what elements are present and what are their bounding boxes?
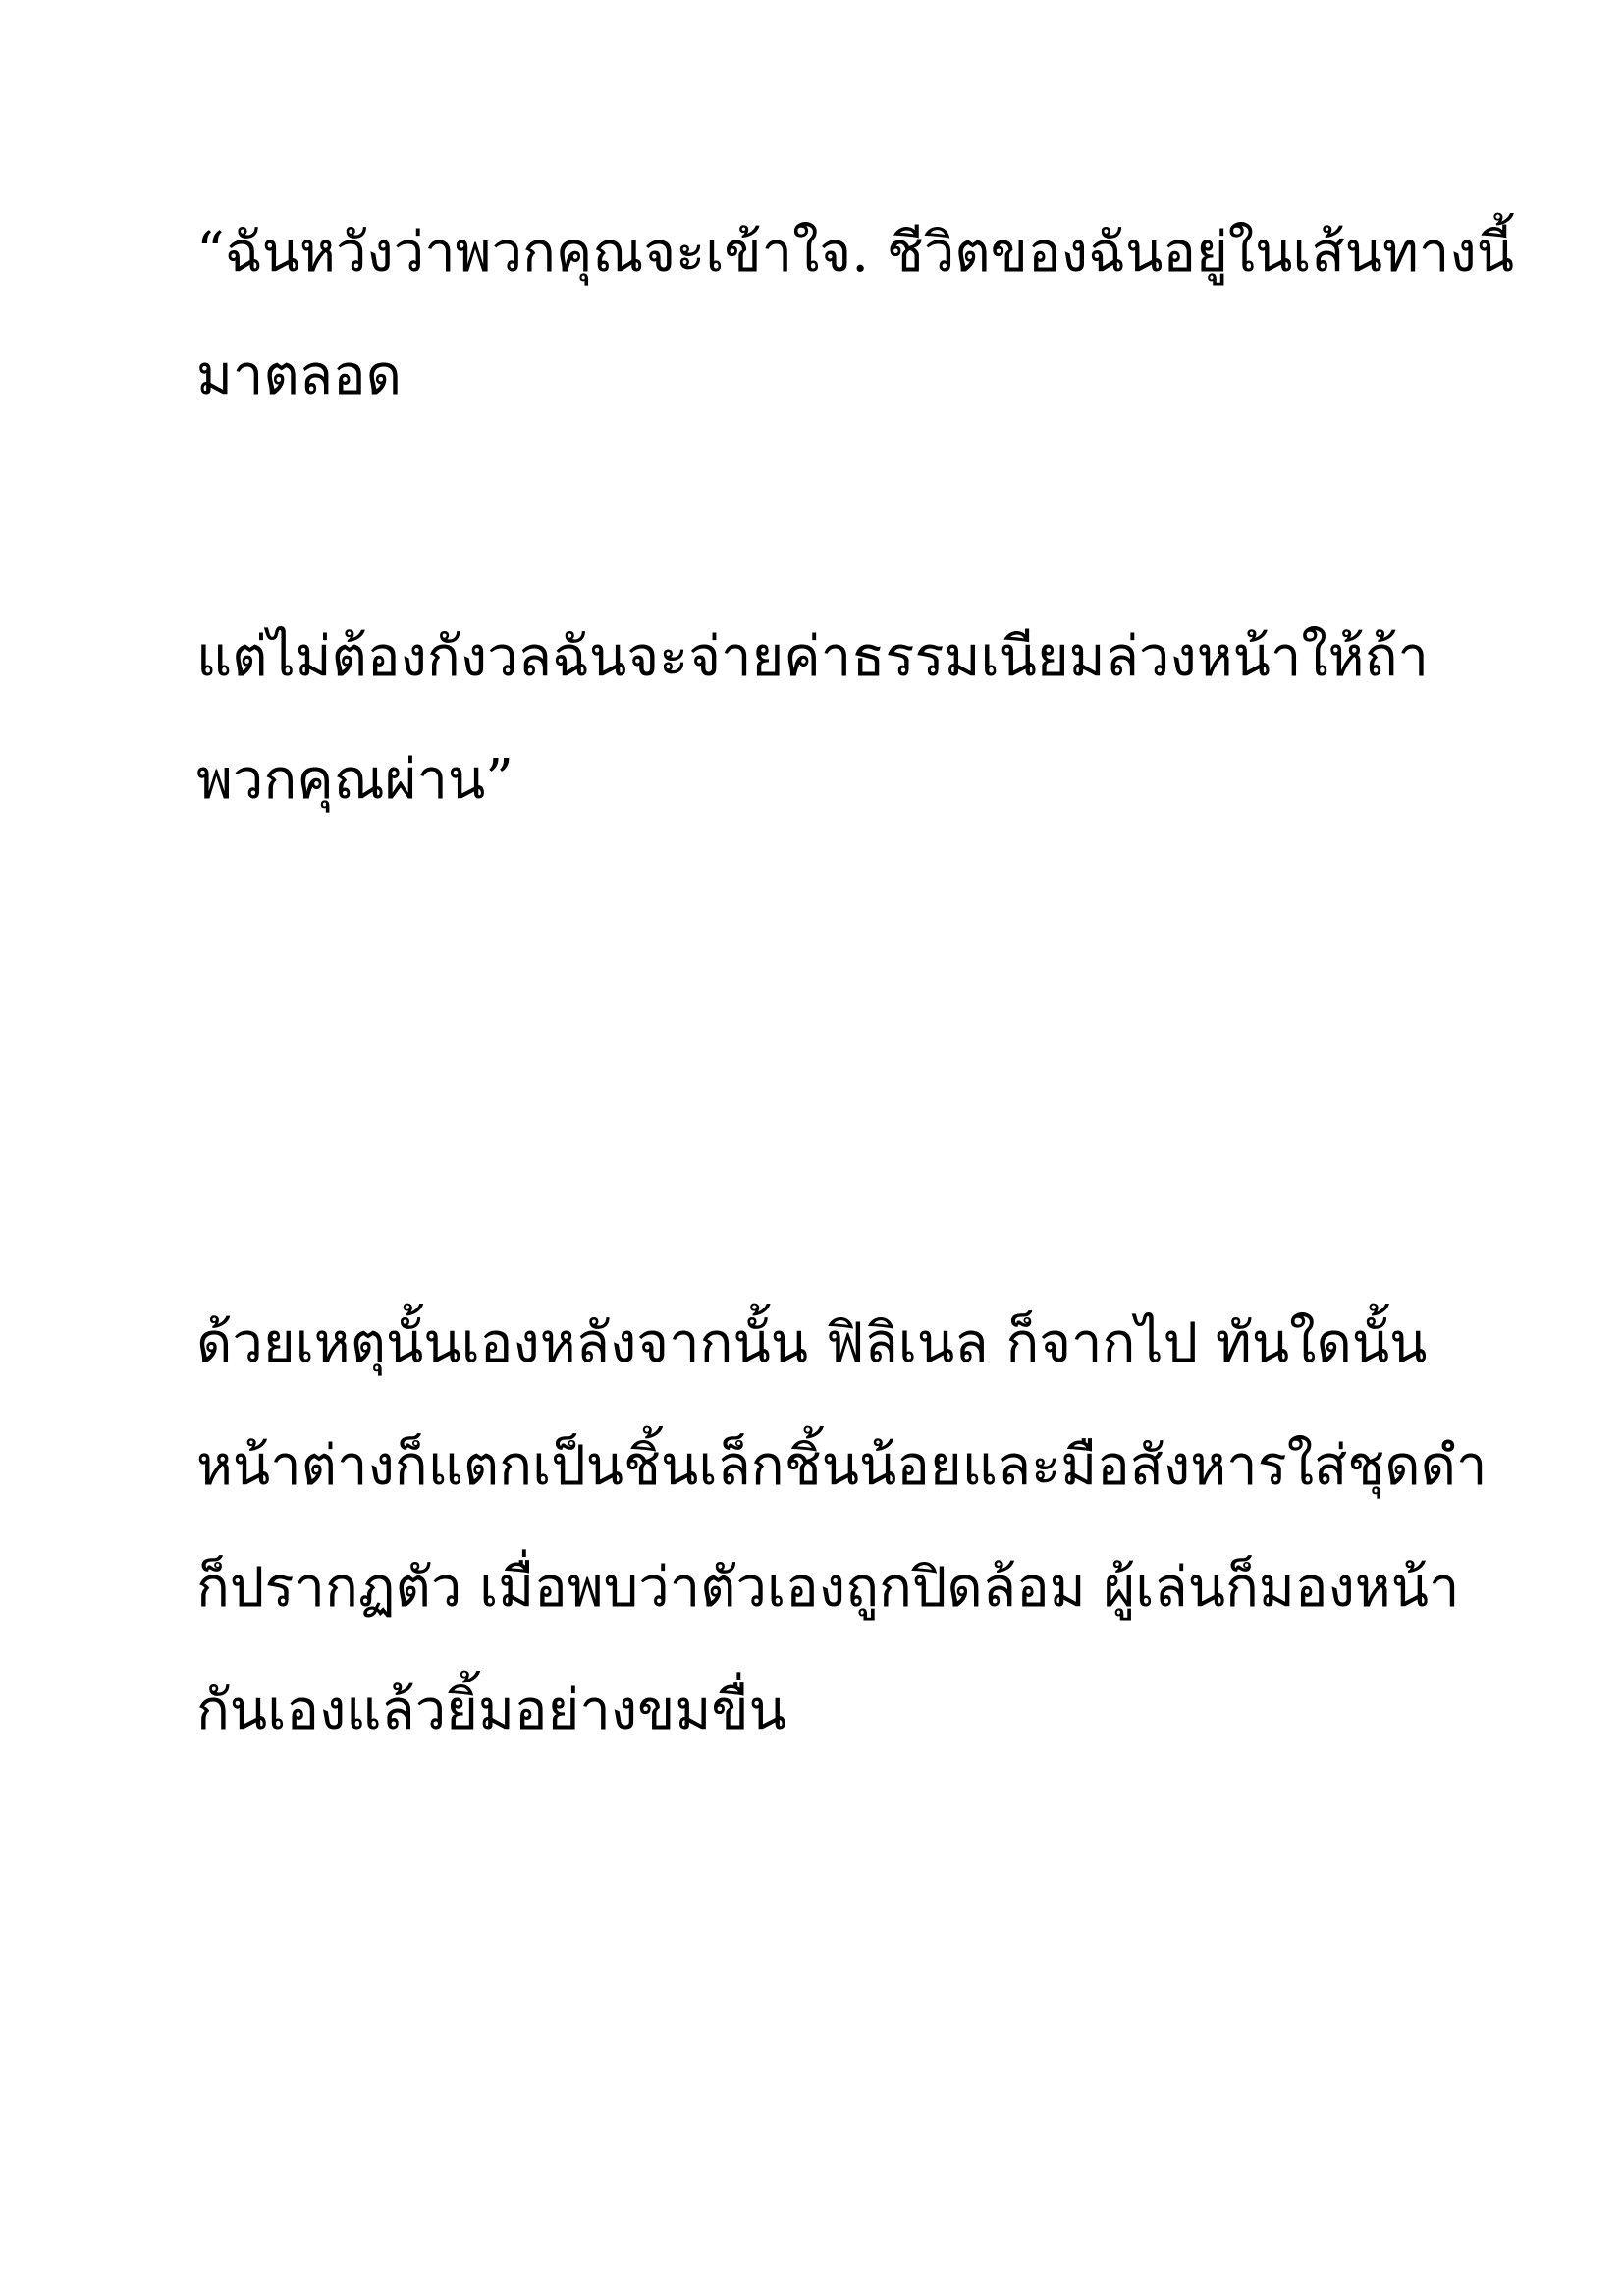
text-line: ก็ปรากฏตัว เมื่อพบว่าตัวเองถูกปิดล้อม ผู้เล่นก็มองหน้า	[196, 1556, 1460, 1620]
text-line: มาตลอด	[196, 344, 403, 407]
text-line: “ฉันหวังว่าพวกคุณจะเข้าใจ. ชีวิตของฉันอยู่ในเส้นทางนี้	[196, 221, 1515, 285]
text-line: แต่ไม่ต้องกังวลฉันจะจ่ายค่าธรรมเนียมล่วงหน้าให้ถ้า	[196, 625, 1429, 689]
text-line: หน้าต่างก็แตกเป็นชิ้นเล็กชิ้นน้อยและมือสังหารใส่ชุดดำ	[196, 1434, 1488, 1498]
text-line: ด้วยเหตุนั้นเองหลังจากนั้น ฟิลิเนล ก็จากไป ทันใดนั้น	[196, 1311, 1428, 1375]
text-line: พวกคุณผ่าน”	[196, 748, 514, 812]
text-line: กันเองแล้วยิ้มอย่างขมขื่น	[196, 1679, 786, 1742]
